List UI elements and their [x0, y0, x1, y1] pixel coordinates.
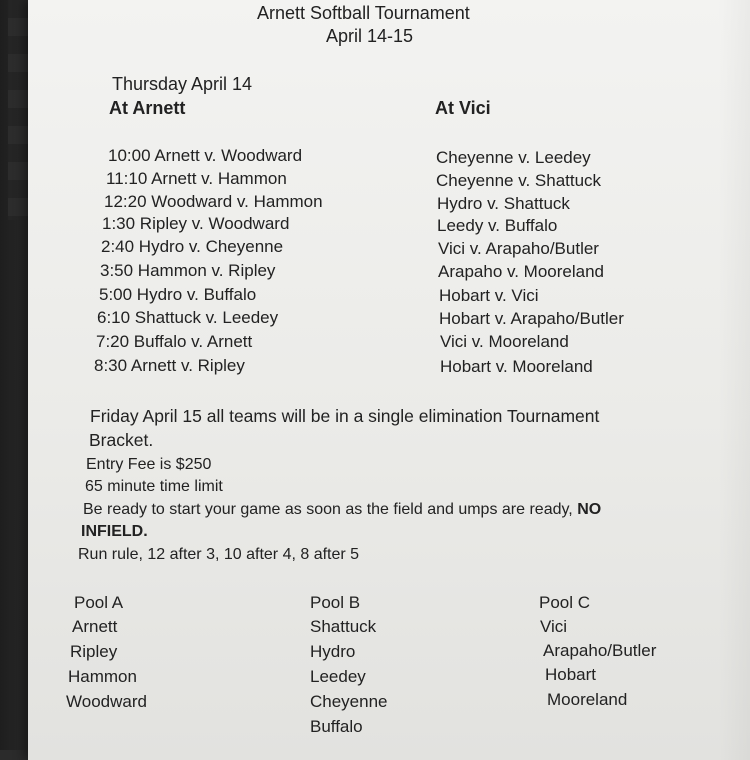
vici-game: Vici v. Mooreland — [440, 332, 569, 351]
vici-game: Cheyenne v. Shattuck — [436, 171, 602, 190]
ready-text: Be ready to start your game as soon as the field and umps are ready, — [83, 501, 573, 518]
pool-a-heading: Pool A — [74, 593, 124, 612]
vici-game: Hobart v. Mooreland — [440, 357, 593, 376]
pool-c-team: Vici — [540, 617, 568, 636]
vici-heading: At Vici — [435, 98, 491, 118]
pool-c-team: Hobart — [545, 665, 597, 684]
pool-c-team: Mooreland — [547, 690, 628, 709]
pool-b-team: Leedey — [310, 667, 366, 686]
arnett-game: 7:20 Buffalo v. Arnett — [96, 332, 253, 351]
pool-b-team: Cheyenne — [310, 692, 388, 711]
vici-game: Hobart v. Vici — [439, 286, 539, 305]
page-title: Arnett Softball Tournament — [257, 3, 470, 23]
no-word: NO — [577, 501, 602, 518]
thursday-heading: Thursday April 14 — [112, 74, 253, 94]
vici-game: Hydro v. Shattuck — [437, 194, 570, 213]
entry-fee: Entry Fee is $250 — [86, 456, 212, 473]
vici-game: Hobart v. Arapaho/Butler — [439, 309, 624, 328]
pool-c-heading: Pool C — [539, 593, 591, 612]
infield-word: INFIELD. — [81, 523, 148, 540]
time-limit: 65 minute time limit — [85, 478, 223, 495]
arnett-heading: At Arnett — [109, 98, 186, 118]
ready-instruction — [83, 500, 601, 520]
arnett-game: 11:10 Arnett v. Hammon — [106, 169, 287, 188]
page-dates: April 14-15 — [326, 26, 414, 46]
pool-c-team: Arapaho/Butler — [543, 641, 657, 660]
pool-b-team: Hydro — [310, 642, 356, 661]
pool-b-team: Buffalo — [310, 717, 363, 736]
arnett-game: 12:20 Woodward v. Hammon — [104, 192, 323, 211]
friday-note-continued: Bracket. — [89, 430, 154, 450]
arnett-game: 3:50 Hammon v. Ripley — [100, 261, 276, 280]
vici-game: Arapaho v. Mooreland — [438, 262, 605, 281]
pool-b-heading: Pool B — [310, 593, 361, 612]
arnett-game: 8:30 Arnett v. Ripley — [94, 356, 245, 375]
arnett-game: 6:10 Shattuck v. Leedey — [97, 308, 279, 327]
arnett-game: 2:40 Hydro v. Cheyenne — [101, 237, 284, 256]
vici-game: Vici v. Arapaho/Butler — [438, 239, 599, 258]
vici-game: Leedy v. Buffalo — [437, 216, 558, 235]
friday-note: Friday April 15 all teams will be in a single elimination Tournament — [90, 406, 600, 426]
arnett-game: 1:30 Ripley v. Woodward — [102, 214, 290, 233]
pool-a-team: Ripley — [70, 642, 118, 661]
arnett-game: 5:00 Hydro v. Buffalo — [99, 285, 257, 304]
run-rule: Run rule, 12 after 3, 10 after 4, 8 after 5 — [78, 546, 360, 563]
pool-a-team: Arnett — [72, 617, 118, 636]
pool-b-team: Shattuck — [310, 617, 377, 636]
pool-a-team: Hammon — [68, 667, 137, 686]
arnett-game: 10:00 Arnett v. Woodward — [108, 146, 303, 165]
pool-a-team: Woodward — [66, 692, 147, 711]
vici-game: Cheyenne v. Leedey — [436, 148, 591, 167]
